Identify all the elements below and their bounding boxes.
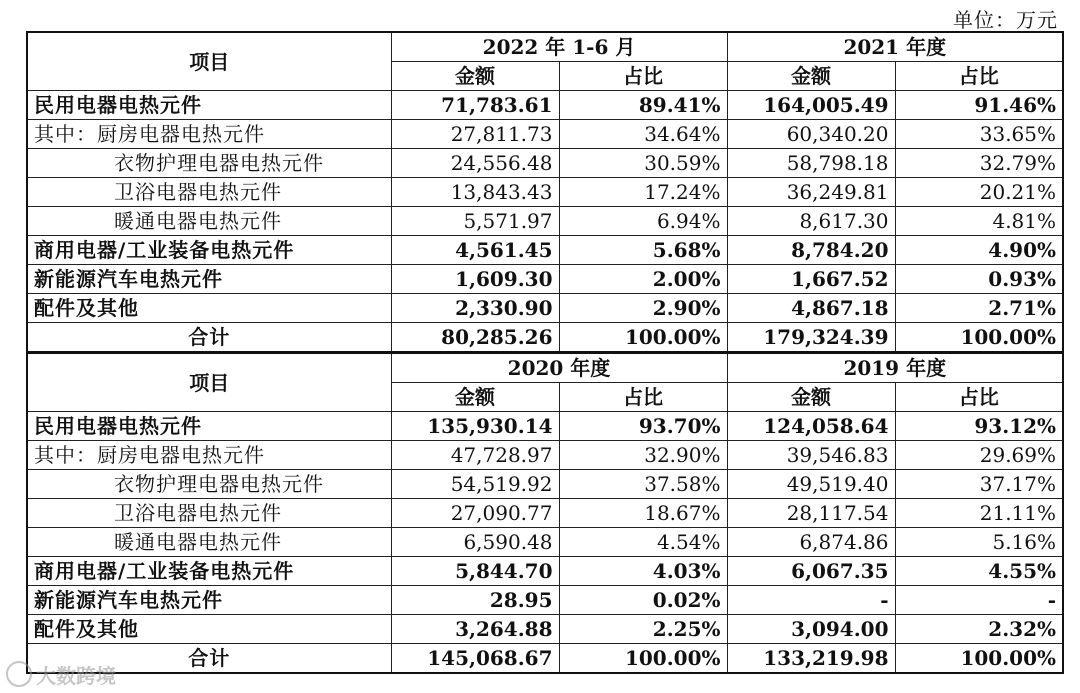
amount-cell: 27,090.77 [391,499,559,528]
amount-cell: 24,556.48 [391,149,559,178]
ratio-cell: 4.55% [895,557,1063,586]
row-label: 暖通电器电热元件 [27,207,391,236]
ratio-cell: 30.59% [559,149,727,178]
ratio-cell: 0.93% [895,265,1063,294]
amount-cell: 1,667.52 [727,265,895,294]
amount-cell: 124,058.64 [727,412,895,441]
ratio-cell: 18.67% [559,499,727,528]
row-label: 其中：厨房电器电热元件 [27,441,391,470]
amount-cell: 2,330.90 [391,294,559,323]
row-label: 商用电器/工业装备电热元件 [27,557,391,586]
ratio-cell: 4.54% [559,528,727,557]
ratio-cell: 100.00% [559,323,727,353]
table-row [27,120,1063,149]
amount-cell: 80,285.26 [391,323,559,353]
table-row [27,470,1063,499]
ratio-cell: 100.00% [895,644,1063,674]
row-label: 卫浴电器电热元件 [27,499,391,528]
ratio-cell: 6.94% [559,207,727,236]
amount-cell: 71,783.61 [391,91,559,120]
amount-cell: 3,264.88 [391,615,559,644]
ratio-cell: 32.90% [559,441,727,470]
table-row [27,207,1063,236]
amount-cell: 36,249.81 [727,178,895,207]
amount-cell: 60,340.20 [727,120,895,149]
amount-cell: 6,590.48 [391,528,559,557]
ratio-cell: 2.25% [559,615,727,644]
table-row [27,644,1063,674]
ratio-cell: 4.03% [559,557,727,586]
row-label: 衣物护理电器电热元件 [27,470,391,499]
row-label: 配件及其他 [27,615,391,644]
amount-header: 金额 [727,383,895,412]
ratio-header: 占比 [559,383,727,412]
header-item: 项目 [27,32,391,91]
ratio-cell: 4.90% [895,236,1063,265]
ratio-cell: 2.32% [895,615,1063,644]
amount-cell: 1,609.30 [391,265,559,294]
row-label: 卫浴电器电热元件 [27,178,391,207]
table-row [27,294,1063,323]
ratio-cell: - [895,586,1063,615]
ratio-header: 占比 [559,62,727,91]
amount-cell: 145,068.67 [391,644,559,674]
ratio-cell: 33.65% [895,120,1063,149]
amount-cell: 54,519.92 [391,470,559,499]
amount-cell: 179,324.39 [727,323,895,353]
watermark [6,660,116,689]
ratio-header: 占比 [895,383,1063,412]
row-label: 新能源汽车电热元件 [27,265,391,294]
table-row [27,265,1063,294]
amount-cell: 8,617.30 [727,207,895,236]
ratio-cell: 93.12% [895,412,1063,441]
amount-header: 金额 [391,62,559,91]
section-header-row [27,353,1063,383]
revenue-table [26,31,1064,674]
ratio-cell: 20.21% [895,178,1063,207]
ratio-cell: 0.02% [559,586,727,615]
amount-cell: 5,844.70 [391,557,559,586]
header-item: 项目 [27,353,391,412]
row-label: 其中：厨房电器电热元件 [27,120,391,149]
amount-cell: 58,798.18 [727,149,895,178]
row-label: 民用电器电热元件 [27,412,391,441]
table-row [27,586,1063,615]
ratio-header: 占比 [895,62,1063,91]
ratio-cell: 100.00% [559,644,727,674]
amount-cell: 47,728.97 [391,441,559,470]
period-a-header: 2020 年度 [391,353,727,383]
amount-header: 金额 [727,62,895,91]
table-row [27,412,1063,441]
table-row [27,178,1063,207]
ratio-cell: 2.71% [895,294,1063,323]
amount-cell: 4,561.45 [391,236,559,265]
table-row [27,236,1063,265]
table-row [27,615,1063,644]
row-label: 合计 [27,644,391,674]
amount-cell: 39,546.83 [727,441,895,470]
ratio-cell: 5.68% [559,236,727,265]
row-label: 新能源汽车电热元件 [27,586,391,615]
period-b-header: 2021 年度 [727,32,1063,62]
amount-cell: 8,784.20 [727,236,895,265]
ratio-cell: 17.24% [559,178,727,207]
amount-cell: 49,519.40 [727,470,895,499]
watermark-logo-icon [6,661,32,687]
amount-cell: 135,930.14 [391,412,559,441]
table-row [27,441,1063,470]
ratio-cell: 4.81% [895,207,1063,236]
row-label: 暖通电器电热元件 [27,528,391,557]
unit-label: 单位：万元 [953,8,1058,32]
ratio-cell: 21.11% [895,499,1063,528]
amount-cell: 28.95 [391,586,559,615]
amount-cell: 164,005.49 [727,91,895,120]
watermark-text: 大数跨境 [36,664,116,688]
row-label: 合计 [27,323,391,353]
ratio-cell: 32.79% [895,149,1063,178]
table-row [27,557,1063,586]
amount-cell: 4,867.18 [727,294,895,323]
table-row [27,149,1063,178]
ratio-cell: 5.16% [895,528,1063,557]
amount-cell: 3,094.00 [727,615,895,644]
ratio-cell: 89.41% [559,91,727,120]
amount-header: 金额 [391,383,559,412]
ratio-cell: 2.00% [559,265,727,294]
ratio-cell: 29.69% [895,441,1063,470]
amount-cell: 28,117.54 [727,499,895,528]
amount-cell: - [727,586,895,615]
amount-cell: 133,219.98 [727,644,895,674]
ratio-cell: 2.90% [559,294,727,323]
ratio-cell: 37.17% [895,470,1063,499]
ratio-cell: 91.46% [895,91,1063,120]
period-a-header: 2022 年 1-6 月 [391,32,727,62]
table-row [27,499,1063,528]
amount-cell: 6,067.35 [727,557,895,586]
amount-cell: 5,571.97 [391,207,559,236]
table-row [27,323,1063,353]
section-header-row [27,32,1063,62]
ratio-cell: 93.70% [559,412,727,441]
ratio-cell: 34.64% [559,120,727,149]
row-label: 配件及其他 [27,294,391,323]
table-row [27,91,1063,120]
ratio-cell: 37.58% [559,470,727,499]
row-label: 商用电器/工业装备电热元件 [27,236,391,265]
amount-cell: 6,874.86 [727,528,895,557]
row-label: 衣物护理电器电热元件 [27,149,391,178]
table-row [27,528,1063,557]
amount-cell: 13,843.43 [391,178,559,207]
row-label: 民用电器电热元件 [27,91,391,120]
period-b-header: 2019 年度 [727,353,1063,383]
amount-cell: 27,811.73 [391,120,559,149]
ratio-cell: 100.00% [895,323,1063,353]
